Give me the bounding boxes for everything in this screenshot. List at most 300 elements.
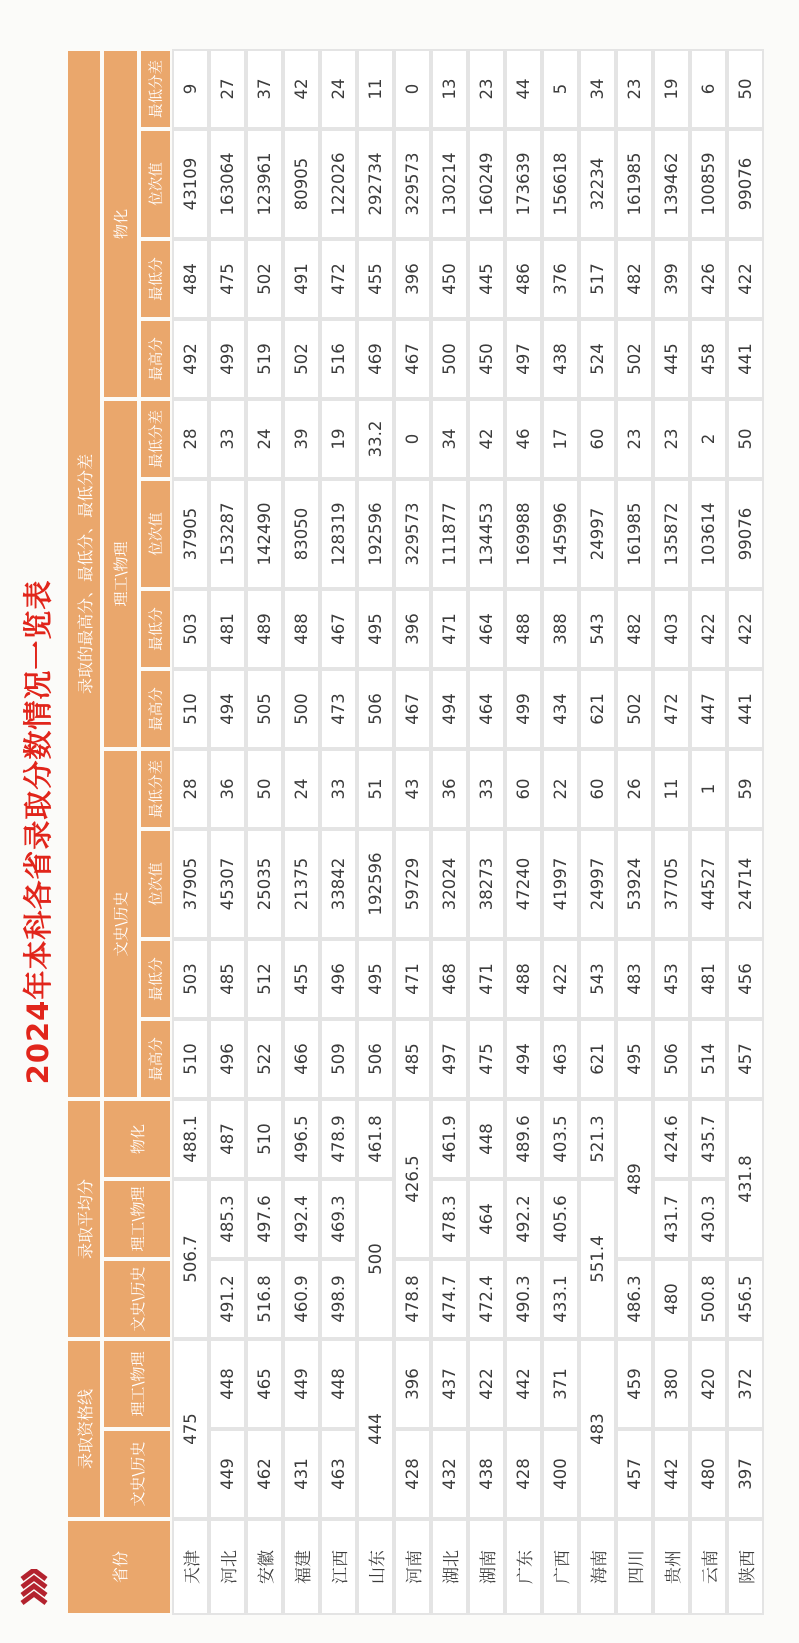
score-cell-wuhua: 475 — [209, 239, 246, 319]
subject-group-physics-chemistry: 物化 — [102, 49, 139, 399]
average-cell-science: 492.2 — [505, 1179, 542, 1259]
score-cell-ligong: 50 — [727, 399, 764, 479]
qualification-cell-science: 371 — [542, 1339, 579, 1429]
score-cell-wenshi: 485 — [394, 1019, 431, 1099]
score-cell-wenshi: 522 — [246, 1019, 283, 1099]
score-cell-wenshi: 24 — [283, 749, 320, 829]
score-cell-wuhua: 445 — [468, 239, 505, 319]
province-cell: 贵州 — [653, 1519, 690, 1615]
table-row — [690, 49, 727, 1615]
qualification-cell-merged: 483 — [579, 1339, 616, 1519]
score-cell-wenshi: 24997 — [579, 829, 616, 939]
score-cell-wuhua: 24 — [320, 49, 357, 129]
score-cell-wuhua: 11 — [357, 49, 394, 129]
score-cell-wuhua: 497 — [505, 319, 542, 399]
score-cell-wuhua: 499 — [209, 319, 246, 399]
average-cell-liberal-arts: 474.7 — [431, 1259, 468, 1339]
score-cell-wuhua: 450 — [468, 319, 505, 399]
score-cell-ligong: 46 — [505, 399, 542, 479]
score-cell-wuhua: 399 — [653, 239, 690, 319]
score-cell-ligong: 83050 — [283, 479, 320, 589]
qualification-cell-merged: 475 — [172, 1339, 209, 1519]
score-cell-wenshi: 506 — [357, 1019, 394, 1099]
score-cell-wenshi: 481 — [690, 939, 727, 1019]
qualification-cell-liberal-arts: 400 — [542, 1429, 579, 1519]
score-cell-wuhua: 19 — [653, 49, 690, 129]
score-cell-wuhua: 13 — [431, 49, 468, 129]
score-cell-ligong: 467 — [320, 589, 357, 669]
score-cell-wuhua: 42 — [283, 49, 320, 129]
score-cell-wuhua: 156618 — [542, 129, 579, 239]
score-cell-wenshi: 38273 — [468, 829, 505, 939]
score-cell-wuhua: 32234 — [579, 129, 616, 239]
qualification-cell-liberal-arts: 457 — [616, 1429, 653, 1519]
score-cell-wuhua: 438 — [542, 319, 579, 399]
score-cell-ligong: 495 — [357, 589, 394, 669]
score-cell-wuhua: 37 — [246, 49, 283, 129]
score-cell-ligong: 329573 — [394, 479, 431, 589]
subject-group-science: 理工\物理 — [102, 399, 139, 749]
score-cell-wenshi: 422 — [542, 939, 579, 1019]
score-cell-wuhua: 161985 — [616, 129, 653, 239]
score-cell-ligong: 142490 — [246, 479, 283, 589]
average-cell-merged-science-physchem: 489 — [616, 1099, 653, 1259]
table-row — [727, 49, 764, 1615]
score-cell-wenshi: 495 — [616, 1019, 653, 1099]
score-cell-wuhua: 163064 — [209, 129, 246, 239]
table-row — [616, 49, 653, 1615]
score-cell-ligong: 467 — [394, 669, 431, 749]
qualification-cell-science: 372 — [727, 1339, 764, 1429]
score-cell-ligong: 481 — [209, 589, 246, 669]
qualification-cell-science: 465 — [246, 1339, 283, 1429]
score-cell-wenshi: 456 — [727, 939, 764, 1019]
average-cell-science: 492.4 — [283, 1179, 320, 1259]
score-cell-ligong: 488 — [283, 589, 320, 669]
average-cell-liberal-arts: 460.9 — [283, 1259, 320, 1339]
score-cell-ligong: 482 — [616, 589, 653, 669]
subject-group-liberal-arts: 文史\历史 — [102, 749, 139, 1099]
score-cell-wuhua: 44 — [505, 49, 542, 129]
score-cell-wenshi: 457 — [727, 1019, 764, 1099]
score-cell-wenshi: 43 — [394, 749, 431, 829]
score-cell-wenshi: 21375 — [283, 829, 320, 939]
average-cell-science: 469.3 — [320, 1179, 357, 1259]
province-cell: 福建 — [283, 1519, 320, 1615]
average-cell-physics-chemistry: 435.7 — [690, 1099, 727, 1179]
col-group-average-score: 录取平均分 — [66, 1099, 102, 1339]
score-cell-wuhua: 23 — [468, 49, 505, 129]
average-cell-liberal-arts: 490.3 — [505, 1259, 542, 1339]
score-cell-wuhua: 396 — [394, 239, 431, 319]
average-cell-liberal-arts: 472.4 — [468, 1259, 505, 1339]
score-cell-ligong: 494 — [209, 669, 246, 749]
table-row — [579, 49, 616, 1615]
province-cell: 广西 — [542, 1519, 579, 1615]
score-cell-ligong: 422 — [690, 589, 727, 669]
score-cell-wenshi: 496 — [209, 1019, 246, 1099]
score-cell-ligong: 499 — [505, 669, 542, 749]
score-cell-ligong: 39 — [283, 399, 320, 479]
score-cell-ligong: 99076 — [727, 479, 764, 589]
score-cell-wenshi: 488 — [505, 939, 542, 1019]
score-cell-wenshi: 37705 — [653, 829, 690, 939]
province-cell: 湖南 — [468, 1519, 505, 1615]
score-cell-ligong: 24 — [246, 399, 283, 479]
score-cell-ligong: 111877 — [431, 479, 468, 589]
average-cell-science: 464 — [468, 1179, 505, 1259]
average-cell-liberal-arts: 480 — [653, 1259, 690, 1339]
qualification-cell-science: 448 — [320, 1339, 357, 1429]
table-row — [209, 49, 246, 1615]
score-cell-ligong: 447 — [690, 669, 727, 749]
score-cell-ligong: 472 — [653, 669, 690, 749]
page-title: 2024年本科各省录取分数情况一览表 — [21, 579, 55, 1085]
score-cell-ligong: 489 — [246, 589, 283, 669]
province-cell: 湖北 — [431, 1519, 468, 1615]
score-cell-wuhua: 376 — [542, 239, 579, 319]
score-cell-wenshi: 33842 — [320, 829, 357, 939]
province-cell: 江西 — [320, 1519, 357, 1615]
average-cell-liberal-arts: 498.9 — [320, 1259, 357, 1339]
score-cell-wenshi: 28 — [172, 749, 209, 829]
average-cell-physics-chemistry: 496.5 — [283, 1099, 320, 1179]
score-cell-ligong: 473 — [320, 669, 357, 749]
score-cell-wuhua: 139462 — [653, 129, 690, 239]
table-header — [66, 49, 172, 1615]
qual-col-liberal-arts: 文史\历史 — [102, 1429, 172, 1519]
score-cell-wuhua: 484 — [172, 239, 209, 319]
score-cell-ligong: 503 — [172, 589, 209, 669]
metric-header-min: 最低分 — [139, 239, 172, 319]
score-cell-wenshi: 47240 — [505, 829, 542, 939]
province-cell: 海南 — [579, 1519, 616, 1615]
score-cell-wuhua: 502 — [283, 319, 320, 399]
score-cell-wenshi: 506 — [653, 1019, 690, 1099]
score-cell-ligong: 60 — [579, 399, 616, 479]
qualification-cell-science: 420 — [690, 1339, 727, 1429]
score-cell-wenshi: 25035 — [246, 829, 283, 939]
score-cell-wuhua: 441 — [727, 319, 764, 399]
table-row — [431, 49, 468, 1615]
score-cell-wuhua: 519 — [246, 319, 283, 399]
score-cell-wenshi: 471 — [394, 939, 431, 1019]
score-cell-wenshi: 192596 — [357, 829, 394, 939]
qualification-cell-liberal-arts: 449 — [209, 1429, 246, 1519]
avg-col-liberal-arts: 文史\历史 — [102, 1259, 172, 1339]
average-cell-physics-chemistry: 510 — [246, 1099, 283, 1179]
score-cell-wenshi: 471 — [468, 939, 505, 1019]
score-cell-wenshi: 50 — [246, 749, 283, 829]
score-cell-wuhua: 0 — [394, 49, 431, 129]
qualification-cell-liberal-arts: 397 — [727, 1429, 764, 1519]
score-cell-wenshi: 496 — [320, 939, 357, 1019]
score-cell-ligong: 134453 — [468, 479, 505, 589]
score-cell-ligong: 17 — [542, 399, 579, 479]
score-cell-wuhua: 516 — [320, 319, 357, 399]
col-group-admitted-max-min: 录取的最高分、最低分、最低分差 — [66, 49, 102, 1099]
average-cell-liberal-arts: 486.3 — [616, 1259, 653, 1339]
score-cell-ligong: 24997 — [579, 479, 616, 589]
score-cell-ligong: 464 — [468, 589, 505, 669]
score-cell-wenshi: 466 — [283, 1019, 320, 1099]
metric-header-max: 最高分 — [139, 669, 172, 749]
score-cell-wuhua: 23 — [616, 49, 653, 129]
score-cell-ligong: 19 — [320, 399, 357, 479]
score-cell-ligong: 543 — [579, 589, 616, 669]
avg-col-physics-chemistry: 物化 — [102, 1099, 172, 1179]
score-cell-ligong: 441 — [727, 669, 764, 749]
average-cell-physics-chemistry: 489.6 — [505, 1099, 542, 1179]
score-cell-wuhua: 455 — [357, 239, 394, 319]
average-cell-liberal-arts: 500.8 — [690, 1259, 727, 1339]
average-cell-liberal-arts: 516.8 — [246, 1259, 283, 1339]
score-cell-wuhua: 517 — [579, 239, 616, 319]
score-cell-ligong: 37905 — [172, 479, 209, 589]
score-cell-ligong: 500 — [283, 669, 320, 749]
score-cell-ligong: 505 — [246, 669, 283, 749]
score-cell-ligong: 471 — [431, 589, 468, 669]
average-cell-science: 431.7 — [653, 1179, 690, 1259]
score-cell-wuhua: 422 — [727, 239, 764, 319]
score-cell-wuhua: 27 — [209, 49, 246, 129]
score-cell-wuhua: 482 — [616, 239, 653, 319]
average-cell-science: 485.3 — [209, 1179, 246, 1259]
score-cell-ligong: 464 — [468, 669, 505, 749]
average-cell-physics-chemistry: 461.9 — [431, 1099, 468, 1179]
metric-header-min-diff: 最低分差 — [139, 399, 172, 479]
score-cell-wenshi: 468 — [431, 939, 468, 1019]
metric-header-min-diff: 最低分差 — [139, 49, 172, 129]
score-cell-wenshi: 494 — [505, 1019, 542, 1099]
score-cell-wenshi: 11 — [653, 749, 690, 829]
score-cell-ligong: 169988 — [505, 479, 542, 589]
scores-table — [66, 49, 764, 1615]
score-cell-ligong: 510 — [172, 669, 209, 749]
score-cell-ligong: 434 — [542, 669, 579, 749]
metric-header-min: 最低分 — [139, 589, 172, 669]
score-cell-wuhua: 9 — [172, 49, 209, 129]
score-cell-wuhua: 491 — [283, 239, 320, 319]
score-cell-wenshi: 497 — [431, 1019, 468, 1099]
score-cell-wuhua: 123961 — [246, 129, 283, 239]
qualification-cell-merged: 444 — [357, 1339, 394, 1519]
table-row — [394, 49, 431, 1615]
average-cell-physics-chemistry: 448 — [468, 1099, 505, 1179]
province-cell: 陕西 — [727, 1519, 764, 1615]
score-cell-wenshi: 51 — [357, 749, 394, 829]
score-cell-wenshi: 24714 — [727, 829, 764, 939]
score-cell-ligong: 128319 — [320, 479, 357, 589]
score-cell-wenshi: 1 — [690, 749, 727, 829]
average-cell-physics-chemistry: 488.1 — [172, 1099, 209, 1179]
average-cell-merged-arts-science: 506.7 — [172, 1179, 209, 1339]
score-cell-wenshi: 60 — [505, 749, 542, 829]
qualification-cell-science: 396 — [394, 1339, 431, 1429]
table-row — [542, 49, 579, 1615]
score-cell-ligong: 23 — [653, 399, 690, 479]
score-cell-wuhua: 329573 — [394, 129, 431, 239]
score-cell-wenshi: 485 — [209, 939, 246, 1019]
score-cell-wuhua: 160249 — [468, 129, 505, 239]
score-cell-ligong: 103614 — [690, 479, 727, 589]
score-cell-wuhua: 5 — [542, 49, 579, 129]
score-cell-ligong: 502 — [616, 669, 653, 749]
metric-header-max: 最高分 — [139, 319, 172, 399]
score-cell-wenshi: 503 — [172, 939, 209, 1019]
col-group-qualification-line: 录取资格线 — [66, 1339, 102, 1519]
score-cell-wenshi: 621 — [579, 1019, 616, 1099]
qualification-cell-science: 459 — [616, 1339, 653, 1429]
score-cell-ligong: 28 — [172, 399, 209, 479]
score-cell-wenshi: 483 — [616, 939, 653, 1019]
score-cell-wuhua: 502 — [616, 319, 653, 399]
qualification-cell-science: 422 — [468, 1339, 505, 1429]
score-cell-wenshi: 543 — [579, 939, 616, 1019]
title-bar — [12, 49, 60, 1615]
score-cell-wuhua: 122026 — [320, 129, 357, 239]
score-cell-ligong: 192596 — [357, 479, 394, 589]
avg-col-science: 理工\物理 — [102, 1179, 172, 1259]
table-row — [246, 49, 283, 1615]
score-cell-ligong: 33 — [209, 399, 246, 479]
score-cell-ligong: 0 — [394, 399, 431, 479]
average-cell-physics-chemistry: 487 — [209, 1099, 246, 1179]
score-cell-wuhua: 445 — [653, 319, 690, 399]
score-cell-wuhua: 524 — [579, 319, 616, 399]
province-cell: 云南 — [690, 1519, 727, 1615]
score-cell-wenshi: 36 — [431, 749, 468, 829]
metric-header-min: 最低分 — [139, 939, 172, 1019]
score-cell-wenshi: 53924 — [616, 829, 653, 939]
average-cell-liberal-arts: 478.8 — [394, 1259, 431, 1339]
metric-header-max: 最高分 — [139, 1019, 172, 1099]
qualification-cell-liberal-arts: 438 — [468, 1429, 505, 1519]
score-cell-wuhua: 6 — [690, 49, 727, 129]
average-cell-merged-arts-science: 551.4 — [579, 1179, 616, 1339]
score-cell-wenshi: 37905 — [172, 829, 209, 939]
score-cell-wenshi: 455 — [283, 939, 320, 1019]
province-cell: 广东 — [505, 1519, 542, 1615]
qualification-cell-science: 380 — [653, 1339, 690, 1429]
qualification-cell-liberal-arts: 431 — [283, 1429, 320, 1519]
score-cell-ligong: 2 — [690, 399, 727, 479]
score-cell-ligong: 34 — [431, 399, 468, 479]
table-row — [172, 49, 209, 1615]
score-cell-ligong: 403 — [653, 589, 690, 669]
qualification-cell-science: 449 — [283, 1339, 320, 1429]
metric-header-min-diff: 最低分差 — [139, 749, 172, 829]
score-cell-wenshi: 475 — [468, 1019, 505, 1099]
qualification-cell-liberal-arts: 432 — [431, 1429, 468, 1519]
score-cell-wuhua: 50 — [727, 49, 764, 129]
score-cell-ligong: 488 — [505, 589, 542, 669]
col-header-province: 省份 — [66, 1519, 172, 1615]
score-cell-ligong: 422 — [727, 589, 764, 669]
qualification-cell-liberal-arts: 442 — [653, 1429, 690, 1519]
average-cell-merged-science-physchem: 431.8 — [727, 1099, 764, 1259]
score-cell-wenshi: 22 — [542, 749, 579, 829]
score-cell-wenshi: 510 — [172, 1019, 209, 1099]
average-cell-physics-chemistry: 478.9 — [320, 1099, 357, 1179]
table-row — [653, 49, 690, 1615]
score-cell-wuhua: 99076 — [727, 129, 764, 239]
score-cell-ligong: 396 — [394, 589, 431, 669]
score-cell-wenshi: 45307 — [209, 829, 246, 939]
score-cell-wenshi: 36 — [209, 749, 246, 829]
score-cell-wenshi: 59729 — [394, 829, 431, 939]
table-row — [505, 49, 542, 1615]
score-cell-wuhua: 486 — [505, 239, 542, 319]
score-cell-wenshi: 41997 — [542, 829, 579, 939]
qualification-cell-liberal-arts: 463 — [320, 1429, 357, 1519]
score-cell-wuhua: 469 — [357, 319, 394, 399]
score-cell-wenshi: 514 — [690, 1019, 727, 1099]
average-cell-physics-chemistry: 424.6 — [653, 1099, 690, 1179]
score-cell-wuhua: 130214 — [431, 129, 468, 239]
table-body — [172, 49, 764, 1615]
score-cell-wenshi: 33 — [468, 749, 505, 829]
score-cell-wuhua: 458 — [690, 319, 727, 399]
score-cell-wenshi: 509 — [320, 1019, 357, 1099]
metric-header-rank: 位次值 — [139, 829, 172, 939]
score-cell-wuhua: 173639 — [505, 129, 542, 239]
score-cell-wenshi: 60 — [579, 749, 616, 829]
average-cell-liberal-arts: 456.5 — [727, 1259, 764, 1339]
average-cell-physics-chemistry: 403.5 — [542, 1099, 579, 1179]
metric-header-rank: 位次值 — [139, 129, 172, 239]
qual-col-science: 理工\物理 — [102, 1339, 172, 1429]
average-cell-physics-chemistry: 521.3 — [579, 1099, 616, 1179]
province-cell: 河北 — [209, 1519, 246, 1615]
table-row — [320, 49, 357, 1615]
average-cell-science: 497.6 — [246, 1179, 283, 1259]
score-cell-wuhua: 426 — [690, 239, 727, 319]
province-cell: 山东 — [357, 1519, 394, 1615]
average-cell-science: 405.6 — [542, 1179, 579, 1259]
qualification-cell-science: 448 — [209, 1339, 246, 1429]
province-cell: 安徽 — [246, 1519, 283, 1615]
score-cell-wuhua: 492 — [172, 319, 209, 399]
score-cell-wuhua: 292734 — [357, 129, 394, 239]
score-cell-wuhua: 500 — [431, 319, 468, 399]
province-cell: 天津 — [172, 1519, 209, 1615]
score-cell-wuhua: 450 — [431, 239, 468, 319]
score-cell-ligong: 33.2 — [357, 399, 394, 479]
qualification-cell-liberal-arts: 462 — [246, 1429, 283, 1519]
province-cell: 四川 — [616, 1519, 653, 1615]
average-cell-merged-arts-science: 500 — [357, 1179, 394, 1339]
qualification-cell-science: 437 — [431, 1339, 468, 1429]
score-cell-ligong: 388 — [542, 589, 579, 669]
score-cell-ligong: 153287 — [209, 479, 246, 589]
table-row — [283, 49, 320, 1615]
score-cell-wuhua: 80905 — [283, 129, 320, 239]
table-row — [468, 49, 505, 1615]
score-cell-wenshi: 463 — [542, 1019, 579, 1099]
score-cell-wenshi: 44527 — [690, 829, 727, 939]
score-cell-wenshi: 512 — [246, 939, 283, 1019]
score-cell-wuhua: 34 — [579, 49, 616, 129]
metric-header-rank: 位次值 — [139, 479, 172, 589]
score-cell-ligong: 161985 — [616, 479, 653, 589]
average-cell-merged-science-physchem: 426.5 — [394, 1099, 431, 1259]
score-cell-wuhua: 100859 — [690, 129, 727, 239]
score-cell-wenshi: 495 — [357, 939, 394, 1019]
score-cell-ligong: 145996 — [542, 479, 579, 589]
score-cell-wenshi: 453 — [653, 939, 690, 1019]
qualification-cell-liberal-arts: 480 — [690, 1429, 727, 1519]
